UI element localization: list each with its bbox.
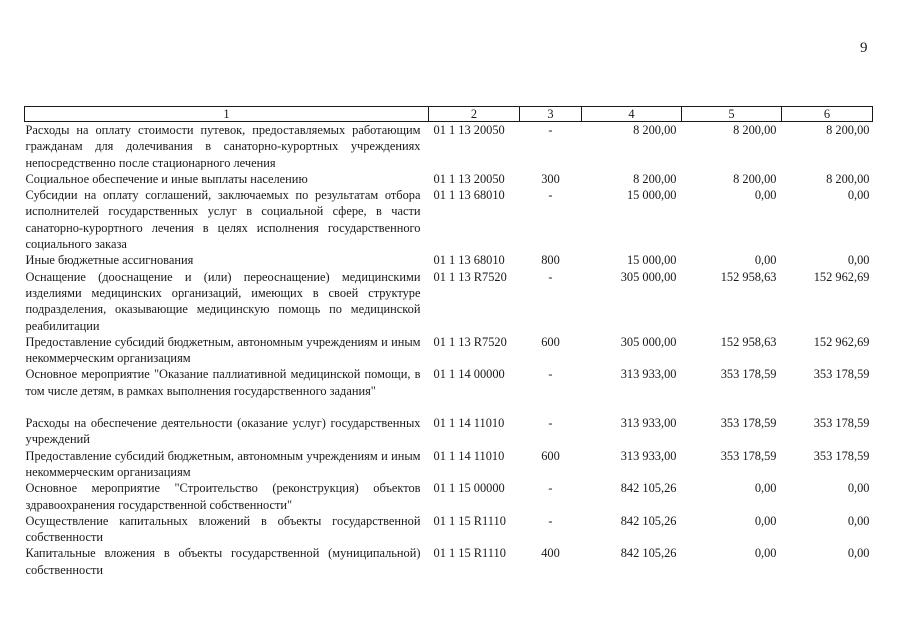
header-col-4: 4 <box>582 107 682 122</box>
row-value-3: 353 178,59 <box>813 448 870 463</box>
row-value-3: 353 178,59 <box>813 367 870 382</box>
row-description: Социальное обеспечение и иные выплаты населению <box>25 171 308 186</box>
row-value-3: 0,00 <box>847 546 870 561</box>
row-value-3: 8 200,00 <box>826 171 870 186</box>
row-value-2: 0,00 <box>754 188 777 203</box>
header-col-3: 3 <box>520 107 582 122</box>
row-type: 300 <box>541 171 560 186</box>
row-description: Расходы на обеспечение деятельности (оказание услуг) государственных учреждений <box>25 416 421 447</box>
row-value-1: 313 933,00 <box>620 367 677 382</box>
table-row <box>25 480 873 513</box>
row-value-3: 152 962,69 <box>813 334 870 349</box>
row-type: 600 <box>541 334 560 349</box>
row-value-3: 0,00 <box>847 481 870 496</box>
row-value-1: 8 200,00 <box>633 123 677 137</box>
row-code: 01 1 15 R1110 <box>433 513 506 528</box>
row-type: - <box>548 481 553 496</box>
row-code: 01 1 14 00000 <box>433 367 505 382</box>
row-value-1: 313 933,00 <box>620 416 677 431</box>
table-row <box>25 269 873 334</box>
row-value-2: 0,00 <box>754 481 777 496</box>
row-value-3: 353 178,59 <box>813 416 870 431</box>
row-type: 600 <box>541 448 560 463</box>
row-value-1: 15 000,00 <box>626 188 677 203</box>
row-code: 01 1 13 R7520 <box>433 269 507 284</box>
row-value-3: 0,00 <box>847 513 870 528</box>
row-value-1: 842 105,26 <box>620 546 677 561</box>
row-value-3: 0,00 <box>847 253 870 268</box>
header-col-6: 6 <box>782 107 873 122</box>
header-col-5: 5 <box>682 107 782 122</box>
row-value-3: 0,00 <box>847 188 870 203</box>
row-type: - <box>548 416 553 431</box>
table-row <box>25 171 873 187</box>
header-col-1: 1 <box>25 107 429 122</box>
row-code: 01 1 13 20050 <box>433 171 505 186</box>
row-type: - <box>548 367 553 382</box>
row-value-2: 152 958,63 <box>720 269 777 284</box>
row-code: 01 1 13 20050 <box>433 123 505 137</box>
row-value-2: 0,00 <box>754 546 777 561</box>
row-description: Основное мероприятие "Строительство (реконструкция) объектов здравоохранения государственной собственности" <box>25 481 421 512</box>
row-value-2: 152 958,63 <box>720 334 777 349</box>
row-code: 01 1 14 11010 <box>433 416 505 431</box>
row-code: 01 1 14 11010 <box>433 448 505 463</box>
table-row <box>25 545 873 578</box>
table-row <box>25 513 873 546</box>
row-value-1: 305 000,00 <box>620 269 677 284</box>
row-value-2: 8 200,00 <box>733 123 777 137</box>
row-value-3: 152 962,69 <box>813 269 870 284</box>
row-type: - <box>548 269 553 284</box>
row-value-2: 353 178,59 <box>720 448 777 463</box>
row-type: - <box>548 123 553 137</box>
table-header <box>25 107 873 122</box>
row-value-2: 8 200,00 <box>733 171 777 186</box>
page-number: 9 <box>860 40 868 56</box>
row-description: Иные бюджетные ассигнования <box>25 253 194 268</box>
table-row <box>25 252 873 268</box>
table-row <box>25 334 873 367</box>
row-value-1: 15 000,00 <box>626 253 677 268</box>
table-row <box>25 415 873 448</box>
table-body <box>25 122 873 579</box>
row-type: - <box>548 513 553 528</box>
row-value-2: 353 178,59 <box>720 416 777 431</box>
table-row <box>25 448 873 481</box>
row-value-1: 305 000,00 <box>620 334 677 349</box>
table-row <box>25 366 873 415</box>
row-type: 800 <box>541 253 560 268</box>
row-value-1: 842 105,26 <box>620 481 677 496</box>
row-description: Осуществление капитальных вложений в объекты государственной собственности <box>25 513 421 545</box>
row-description: Предоставление субсидий бюджетным, автономным учреждениям и иным некоммерческим организациям <box>25 448 421 479</box>
row-code: 01 1 13 68010 <box>433 188 505 203</box>
row-code: 01 1 13 68010 <box>433 253 505 268</box>
row-type: 400 <box>541 546 560 561</box>
row-code: 01 1 13 R7520 <box>433 334 507 349</box>
table-row <box>25 122 873 171</box>
row-type: - <box>548 188 553 203</box>
table-row <box>25 187 873 252</box>
row-description: Субсидии на оплату соглашений, заключаемых по результатам отбора исполнителей государственных услуг в социальной сфере, в части санаторно-курортного лечения в целях исполнения государственного социального заказа <box>25 188 421 252</box>
row-code: 01 1 15 R1110 <box>433 546 506 561</box>
row-value-2: 353 178,59 <box>720 367 777 382</box>
row-value-2: 0,00 <box>754 513 777 528</box>
budget-table <box>24 106 873 578</box>
row-description: Основное мероприятие "Оказание паллиативной медицинской помощи, в том числе детям, в рамках выполнения государственного задания" <box>25 367 421 398</box>
row-value-1: 842 105,26 <box>620 513 677 528</box>
row-value-1: 8 200,00 <box>633 171 677 186</box>
row-value-1: 313 933,00 <box>620 448 677 463</box>
row-description: Капитальные вложения в объекты государственной (муниципальной) собственности <box>25 546 421 577</box>
row-description: Оснащение (дооснащение и (или) переоснащение) медицинскими изделиями медицинских организаций, имеющих в своей структуре подразделения, оказывающие медицинскую помощь по медицинской реабилитации <box>25 269 421 333</box>
row-description: Предоставление субсидий бюджетным, автономным учреждениям и иным некоммерческим организациям <box>25 334 421 366</box>
row-code: 01 1 15 00000 <box>433 481 505 496</box>
row-value-2: 0,00 <box>754 253 777 268</box>
header-col-2: 2 <box>429 107 520 122</box>
row-value-3: 8 200,00 <box>826 123 870 137</box>
header-row <box>25 107 873 122</box>
row-description: Расходы на оплату стоимости путевок, предоставляемых работающим гражданам для долечивания в санаторно-курортных учреждениях непосредственно после стационарного лечения <box>25 123 421 170</box>
